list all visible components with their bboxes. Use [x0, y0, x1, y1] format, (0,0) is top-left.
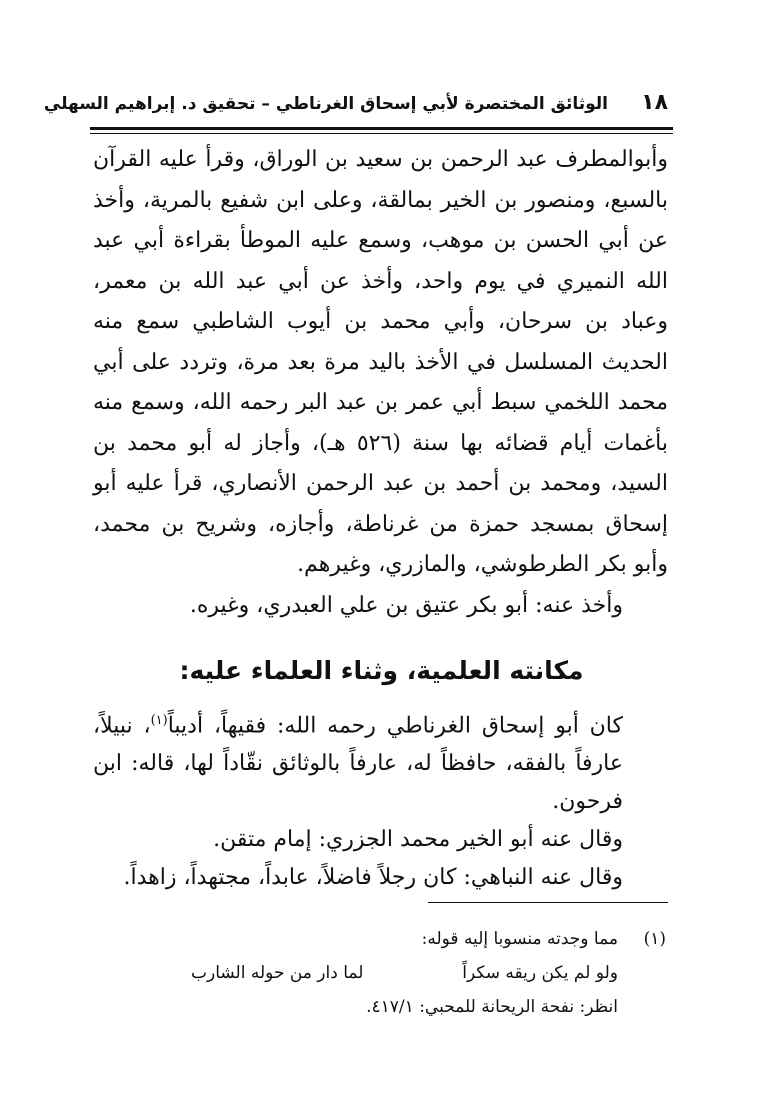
paragraph-teachers: وأبوالمطرف عبد الرحمن بن سعيد بن الوراق، وقرأ عليه القرآن بالسبع، ومنصور بن الخير بمالقة، وعلى ابن شفيع بالمرية، وأخذ عن أبي الحسن بن موهب، وسمع عليه الموطأ بقراءة أبي عبد الله النميري في يوم واحد، وأخذ عن أبي عبد الله بن معمر، وعباد بن سرحان، وأبي محمد بن أيوب الشاطبي سمع منه الحديث المسلسل في الأخذ باليد مرة بعد مرة، وتردد على أبي محمد اللخمي سبط أبي عمر بن عبد البر رحمه الله، وسمع منه بأغمات أيام قضائه بها سنة (٥٢٦ هـ)، وأجاز له أبو محمد بن السيد، ومحمد بن أحمد بن عبد الرحمن الأنصاري، قرأ عليه أبو إسحاق بمسجد حمزة من غرناطة، وأجازه، وشريح بن محمد، وأبو بكر الطرطوشي، والمازري، وغيرهم. — [93, 147, 668, 577]
header-rule-thin — [90, 133, 673, 134]
footnote-intro: مما وجدته منسوبا إليه قوله: — [421, 929, 618, 949]
footnote-source-line — [97, 990, 666, 1024]
verse-second-hemistich: لما دار من حوله الشارب — [191, 963, 364, 983]
footnote-reference[interactable]: (١) — [150, 713, 168, 728]
main-text — [93, 140, 668, 626]
footnote-verse-line — [97, 956, 666, 990]
section-heading: مكانته العلمية، وثناء العلماء عليه: — [179, 656, 584, 685]
paragraph-students: وأخذ عنه: أبو بكر عتيق بن علي العبدري، وغيره. — [189, 592, 623, 618]
paragraph-nubahi: وقال عنه النباهي: كان رجلاً فاضلاً، عابداً، مجتهداً، زاهداً. — [123, 865, 623, 891]
status-text-start: كان أبو إسحاق الغرناطي رحمه الله: فقيهاً، أديباً — [167, 713, 623, 739]
section-body — [93, 702, 668, 897]
verse-first-hemistich: ولو لم يكن ريقه سكراً — [462, 963, 618, 983]
header-rule-thick — [90, 127, 673, 130]
footnote-intro-line — [97, 922, 666, 956]
page-header — [43, 88, 668, 126]
footnote-marker: (١) — [643, 929, 666, 949]
page-number: ١٨ — [641, 90, 668, 115]
running-title: الوثائق المختصرة لأبي إسحاق الغرناطي – تحقيق د. إبراهيم السهلي — [43, 94, 608, 114]
footnotes — [97, 922, 666, 1024]
footnote-source: انظر: نفحة الريحانة للمحبي: ٤١٧/١. — [366, 997, 618, 1017]
paragraph-status — [93, 702, 668, 821]
footnote-separator — [428, 902, 668, 903]
status-text-end: ، نبيلاً، عارفاً بالفقه، حافظاً له، عارفاً بالوثائق نقّاداً لها، قاله: ابن فرحون. — [93, 713, 623, 815]
paragraph-jazari: وقال عنه أبو الخير محمد الجزري: إمام متقن. — [213, 827, 623, 853]
